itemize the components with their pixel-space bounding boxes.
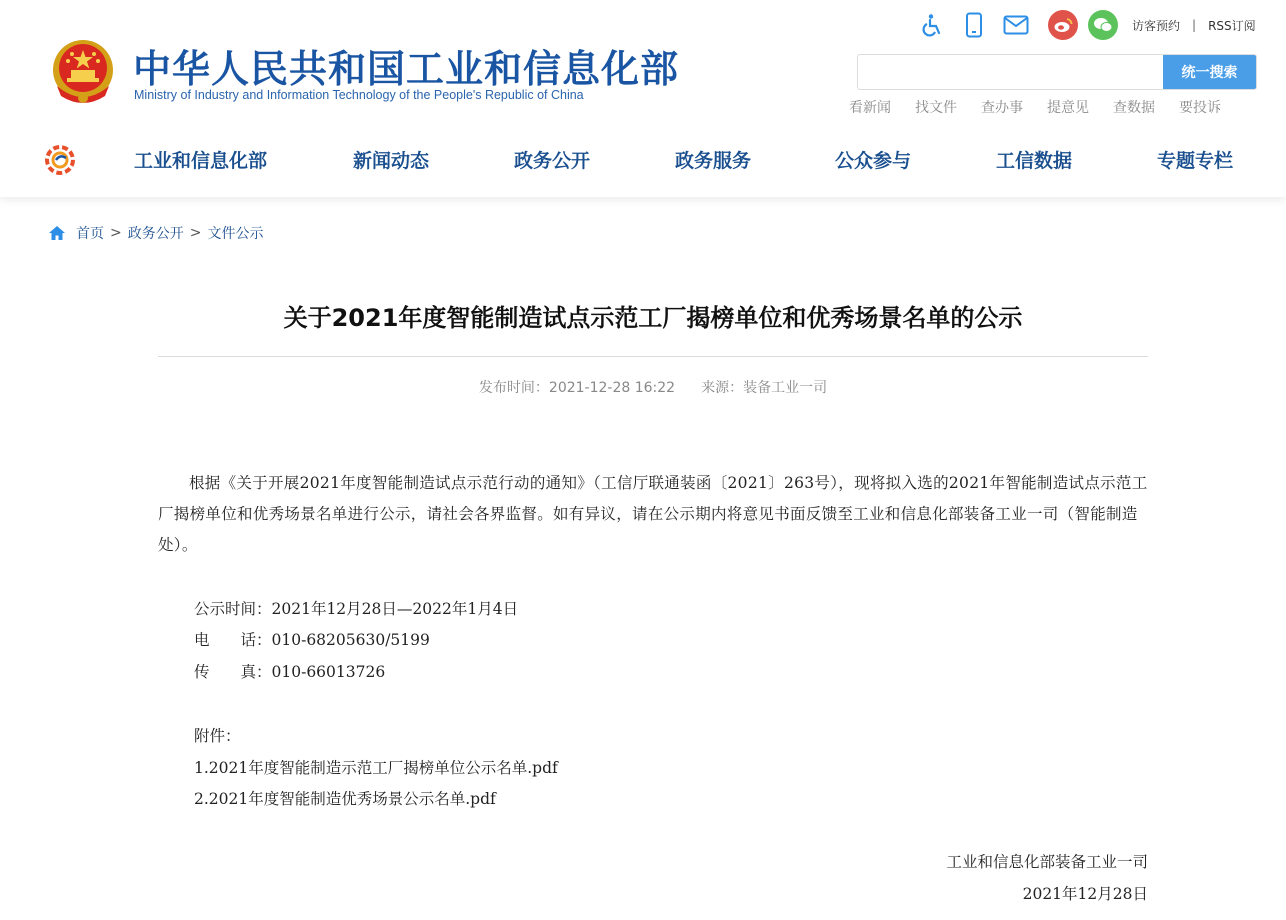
breadcrumb	[48, 223, 263, 243]
miit-logo-icon[interactable]	[44, 144, 76, 176]
article-meta	[158, 377, 1148, 397]
title-divider	[158, 356, 1148, 357]
quick-links	[849, 97, 1221, 117]
attachments-label: 附件：	[194, 727, 241, 745]
home-icon[interactable]	[48, 225, 66, 241]
nav-item-public-affairs[interactable]: 政务公开	[514, 150, 591, 172]
signature-date: 2021年12月28日	[1022, 885, 1148, 903]
main-nav	[0, 138, 1286, 182]
visitor-booking-link[interactable]: 访客预约	[1132, 18, 1181, 33]
national-emblem-icon[interactable]	[47, 36, 119, 108]
breadcrumb-home[interactable]: 首页	[76, 226, 104, 242]
attachment-link[interactable]: 2.2021年度智能制造优秀场景公示名单.pdf	[194, 790, 496, 808]
nav-item-news[interactable]: 新闻动态	[353, 150, 430, 172]
search-box	[857, 54, 1257, 90]
nav-item-ministry[interactable]: 工业和信息化部	[134, 150, 268, 172]
wechat-icon[interactable]	[1088, 10, 1118, 40]
nav-item-data[interactable]: 工信数据	[996, 150, 1073, 172]
quick-link-services[interactable]: 查办事	[981, 100, 1023, 116]
mobile-icon[interactable]	[960, 11, 988, 39]
attachment-link[interactable]: 1.2021年度智能制造示范工厂揭榜单位公示名单.pdf	[194, 759, 558, 777]
quick-link-complaint[interactable]: 要投诉	[1179, 100, 1221, 116]
breadcrumb-public-affairs[interactable]: 政务公开	[127, 226, 184, 242]
nav-item-services[interactable]: 政务服务	[675, 150, 752, 172]
breadcrumb-separator: >	[189, 225, 202, 241]
article-source: 来源：装备工业一司	[701, 380, 828, 396]
accessibility-icon[interactable]	[918, 11, 946, 39]
breadcrumb-separator: >	[110, 225, 122, 241]
contact-fax: 传 真：010-66013726	[194, 663, 386, 681]
quick-link-data[interactable]: 查数据	[1113, 100, 1155, 116]
site-subtitle-english: Ministry of Industry and Information Technology of the People's Republic of China	[134, 88, 584, 102]
nav-item-topics[interactable]: 专题专栏	[1157, 150, 1234, 172]
top-separator: |	[1192, 18, 1197, 32]
quick-link-news[interactable]: 看新闻	[849, 100, 891, 116]
search-input[interactable]	[858, 55, 1164, 89]
quick-link-feedback[interactable]: 提意见	[1047, 100, 1089, 116]
weibo-icon[interactable]	[1048, 10, 1078, 40]
rss-link[interactable]: RSS订阅	[1208, 18, 1256, 33]
article-title: 关于2021年度智能制造试点示范工厂揭榜单位和优秀场景名单的公示	[283, 304, 1023, 332]
mail-icon[interactable]	[1002, 11, 1030, 39]
site-header	[0, 0, 1286, 197]
quick-link-files[interactable]: 找文件	[915, 100, 957, 116]
site-title[interactable]: 中华人民共和国工业和信息化部	[133, 47, 680, 91]
body-paragraph: 根据《关于开展2021年度智能制造试点示范行动的通知》（工信厅联通装函〔2021〕263号），现将拟入选的2021年智能制造试点示范工厂揭榜单位和优秀场景名单进行公示，请社会各界监督。如有异议，请在公示期内将意见书面反馈至工业和信息化部装备工业一司（智能制造处）。	[158, 474, 1148, 554]
publish-time: 发布时间：2021-12-28 16:22	[478, 380, 676, 396]
nav-item-participation[interactable]: 公众参与	[835, 150, 912, 172]
contact-phone: 电 话：010-68205630/5199	[194, 631, 430, 649]
breadcrumb-file-notice[interactable]: 文件公示	[207, 226, 264, 242]
top-toolbar	[918, 10, 1256, 40]
notice-period: 公示时间：2021年12月28日—2022年1月4日	[194, 600, 519, 618]
signature-org: 工业和信息化部装备工业一司	[946, 853, 1148, 871]
article-body	[158, 468, 1148, 903]
search-button[interactable]: 统一搜索	[1163, 55, 1256, 89]
